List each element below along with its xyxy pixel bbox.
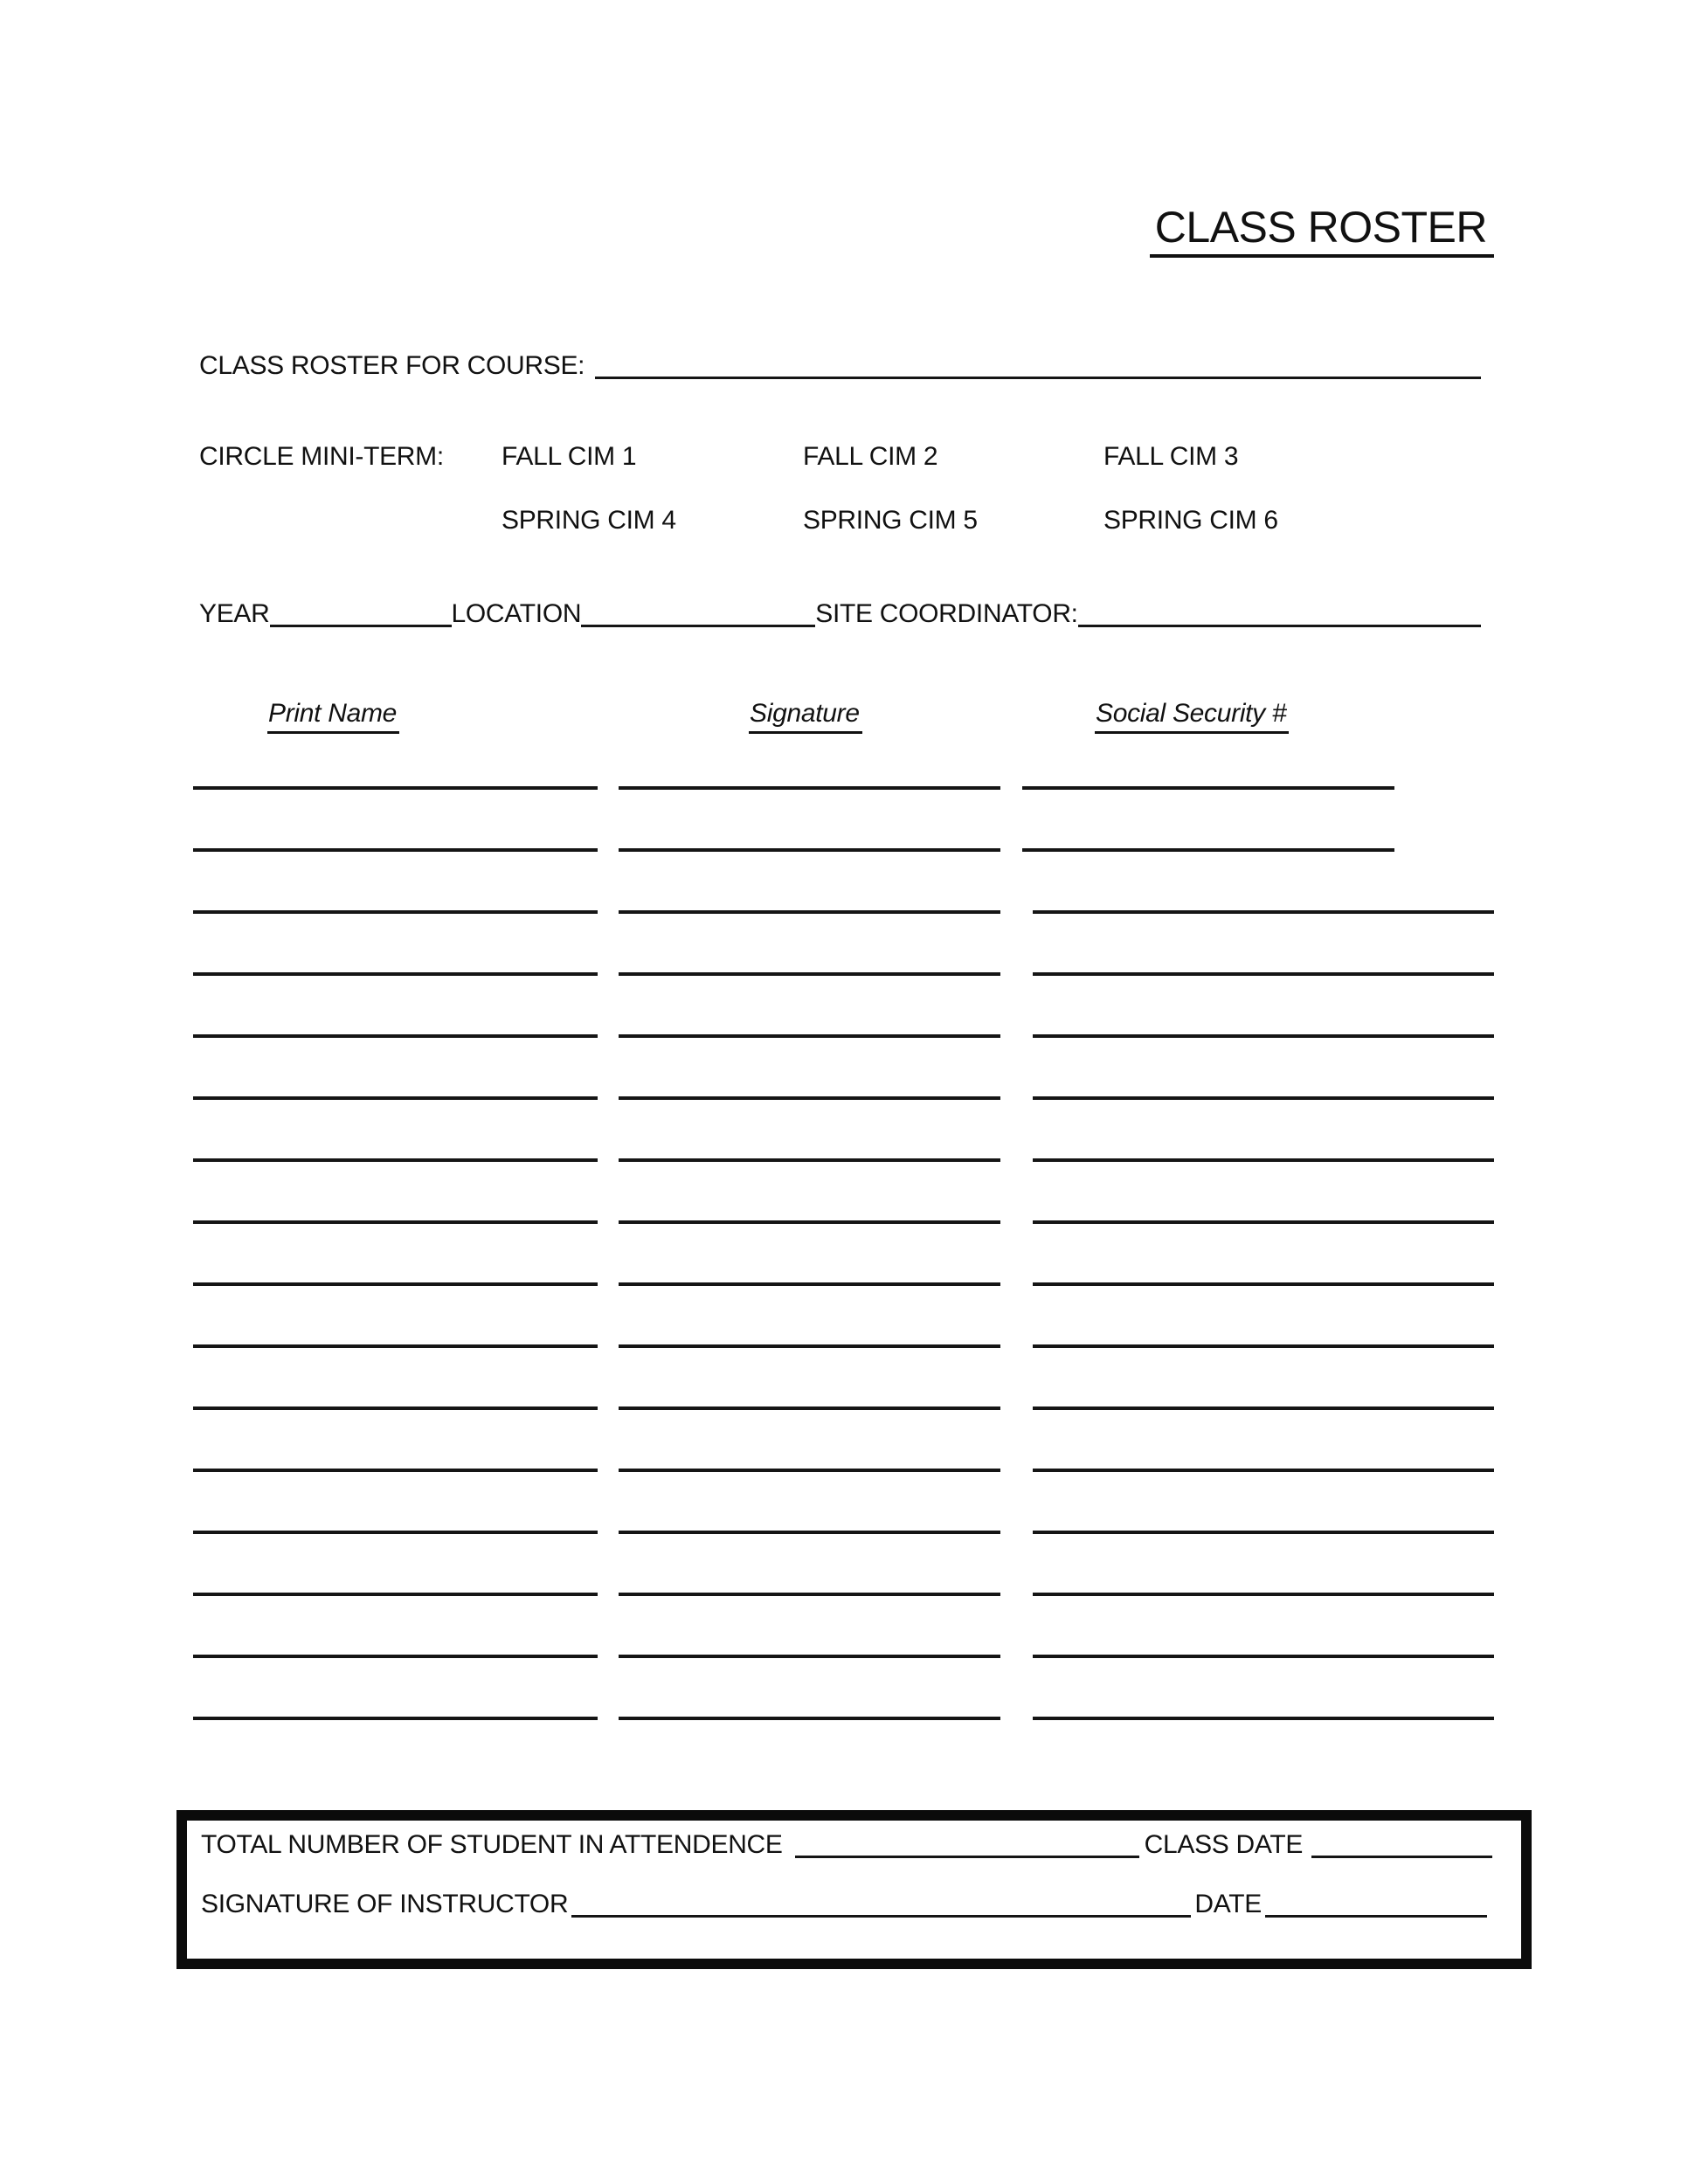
- year-input-line[interactable]: [270, 625, 452, 627]
- column-header-social-security: Social Security #: [1095, 699, 1289, 734]
- attendance-row: [201, 1830, 1507, 1861]
- date-line[interactable]: [1265, 1915, 1487, 1918]
- location-label: LOCATION: [451, 599, 582, 628]
- roster-print-name-line-5[interactable]: [193, 1034, 598, 1038]
- roster-signature-line-7[interactable]: [619, 1158, 1000, 1162]
- option-spring-cim-4[interactable]: SPRING CIM 4: [502, 505, 676, 535]
- option-fall-cim-2[interactable]: FALL CIM 2: [803, 442, 938, 471]
- roster-social-security-line-6[interactable]: [1033, 1096, 1494, 1100]
- roster-signature-line-15[interactable]: [619, 1655, 1000, 1658]
- roster-social-security-line-5[interactable]: [1033, 1034, 1494, 1038]
- roster-signature-line-4[interactable]: [619, 972, 1000, 976]
- attendance-count-line[interactable]: [795, 1856, 1139, 1858]
- course-row: [199, 351, 1481, 382]
- site-coordinator-label: SITE COORDINATOR:: [815, 599, 1078, 628]
- class-date-label: CLASS DATE: [1144, 1830, 1304, 1859]
- site-coordinator-input-line[interactable]: [1078, 625, 1481, 627]
- roster-social-security-line-1[interactable]: [1022, 786, 1394, 790]
- roster-signature-line-6[interactable]: [619, 1096, 1000, 1100]
- roster-social-security-line-11[interactable]: [1033, 1406, 1494, 1410]
- roster-signature-line-2[interactable]: [619, 848, 1000, 852]
- roster-print-name-line-6[interactable]: [193, 1096, 598, 1100]
- course-input-line[interactable]: [595, 377, 1481, 379]
- roster-print-name-line-9[interactable]: [193, 1282, 598, 1286]
- summary-box: [176, 1810, 1532, 1969]
- mini-term-spacer: [199, 506, 502, 536]
- roster-social-security-line-13[interactable]: [1033, 1531, 1494, 1534]
- mini-term-section: [199, 442, 1278, 536]
- roster-signature-line-1[interactable]: [619, 786, 1000, 790]
- roster-print-name-line-10[interactable]: [193, 1344, 598, 1348]
- roster-social-security-line-16[interactable]: [1033, 1717, 1494, 1720]
- roster-print-name-line-14[interactable]: [193, 1593, 598, 1596]
- column-header-print-name: Print Name: [267, 699, 399, 734]
- roster-signature-line-9[interactable]: [619, 1282, 1000, 1286]
- roster-signature-line-5[interactable]: [619, 1034, 1000, 1038]
- roster-signature-line-11[interactable]: [619, 1406, 1000, 1410]
- roster-social-security-line-3[interactable]: [1033, 910, 1494, 914]
- roster-print-name-line-13[interactable]: [193, 1531, 598, 1534]
- roster-print-name-line-7[interactable]: [193, 1158, 598, 1162]
- instructor-signature-line[interactable]: [571, 1915, 1191, 1918]
- mini-term-label: CIRCLE MINI-TERM:: [199, 442, 444, 471]
- roster-signature-line-12[interactable]: [619, 1469, 1000, 1472]
- course-label: CLASS ROSTER FOR COURSE:: [199, 351, 585, 380]
- roster-print-name-line-2[interactable]: [193, 848, 598, 852]
- year-label: YEAR: [199, 599, 270, 628]
- roster-signature-line-8[interactable]: [619, 1220, 1000, 1224]
- roster-signature-line-10[interactable]: [619, 1344, 1000, 1348]
- roster-social-security-line-9[interactable]: [1033, 1282, 1494, 1286]
- option-fall-cim-1[interactable]: FALL CIM 1: [502, 442, 637, 471]
- roster-social-security-line-12[interactable]: [1033, 1469, 1494, 1472]
- roster-print-name-line-16[interactable]: [193, 1717, 598, 1720]
- option-fall-cim-3[interactable]: FALL CIM 3: [1103, 442, 1239, 471]
- roster-social-security-line-2[interactable]: [1022, 848, 1394, 852]
- roster-print-name-line-3[interactable]: [193, 910, 598, 914]
- roster-print-name-line-1[interactable]: [193, 786, 598, 790]
- page-title: CLASS ROSTER: [1150, 204, 1494, 258]
- column-header-signature: Signature: [749, 699, 862, 734]
- roster-signature-line-14[interactable]: [619, 1593, 1000, 1596]
- option-spring-cim-5[interactable]: SPRING CIM 5: [803, 505, 978, 535]
- roster-print-name-line-11[interactable]: [193, 1406, 598, 1410]
- roster-print-name-line-8[interactable]: [193, 1220, 598, 1224]
- roster-signature-line-16[interactable]: [619, 1717, 1000, 1720]
- roster-print-name-line-12[interactable]: [193, 1469, 598, 1472]
- roster-social-security-line-15[interactable]: [1033, 1655, 1494, 1658]
- roster-social-security-line-4[interactable]: [1033, 972, 1494, 976]
- attendance-label: TOTAL NUMBER OF STUDENT IN ATTENDENCE: [201, 1830, 783, 1859]
- roster-signature-line-3[interactable]: [619, 910, 1000, 914]
- roster-social-security-line-7[interactable]: [1033, 1158, 1494, 1162]
- roster-signature-line-13[interactable]: [619, 1531, 1000, 1534]
- roster-social-security-line-14[interactable]: [1033, 1593, 1494, 1596]
- roster-print-name-line-15[interactable]: [193, 1655, 598, 1658]
- instructor-row: [201, 1890, 1507, 1920]
- roster-social-security-line-10[interactable]: [1033, 1344, 1494, 1348]
- roster-social-security-line-8[interactable]: [1033, 1220, 1494, 1224]
- class-date-line[interactable]: [1311, 1856, 1492, 1858]
- date-label: DATE: [1194, 1890, 1262, 1918]
- roster-print-name-line-4[interactable]: [193, 972, 598, 976]
- location-input-line[interactable]: [581, 625, 815, 627]
- instructor-signature-label: SIGNATURE OF INSTRUCTOR: [201, 1890, 569, 1918]
- option-spring-cim-6[interactable]: SPRING CIM 6: [1103, 505, 1278, 535]
- info-row: [199, 599, 1481, 630]
